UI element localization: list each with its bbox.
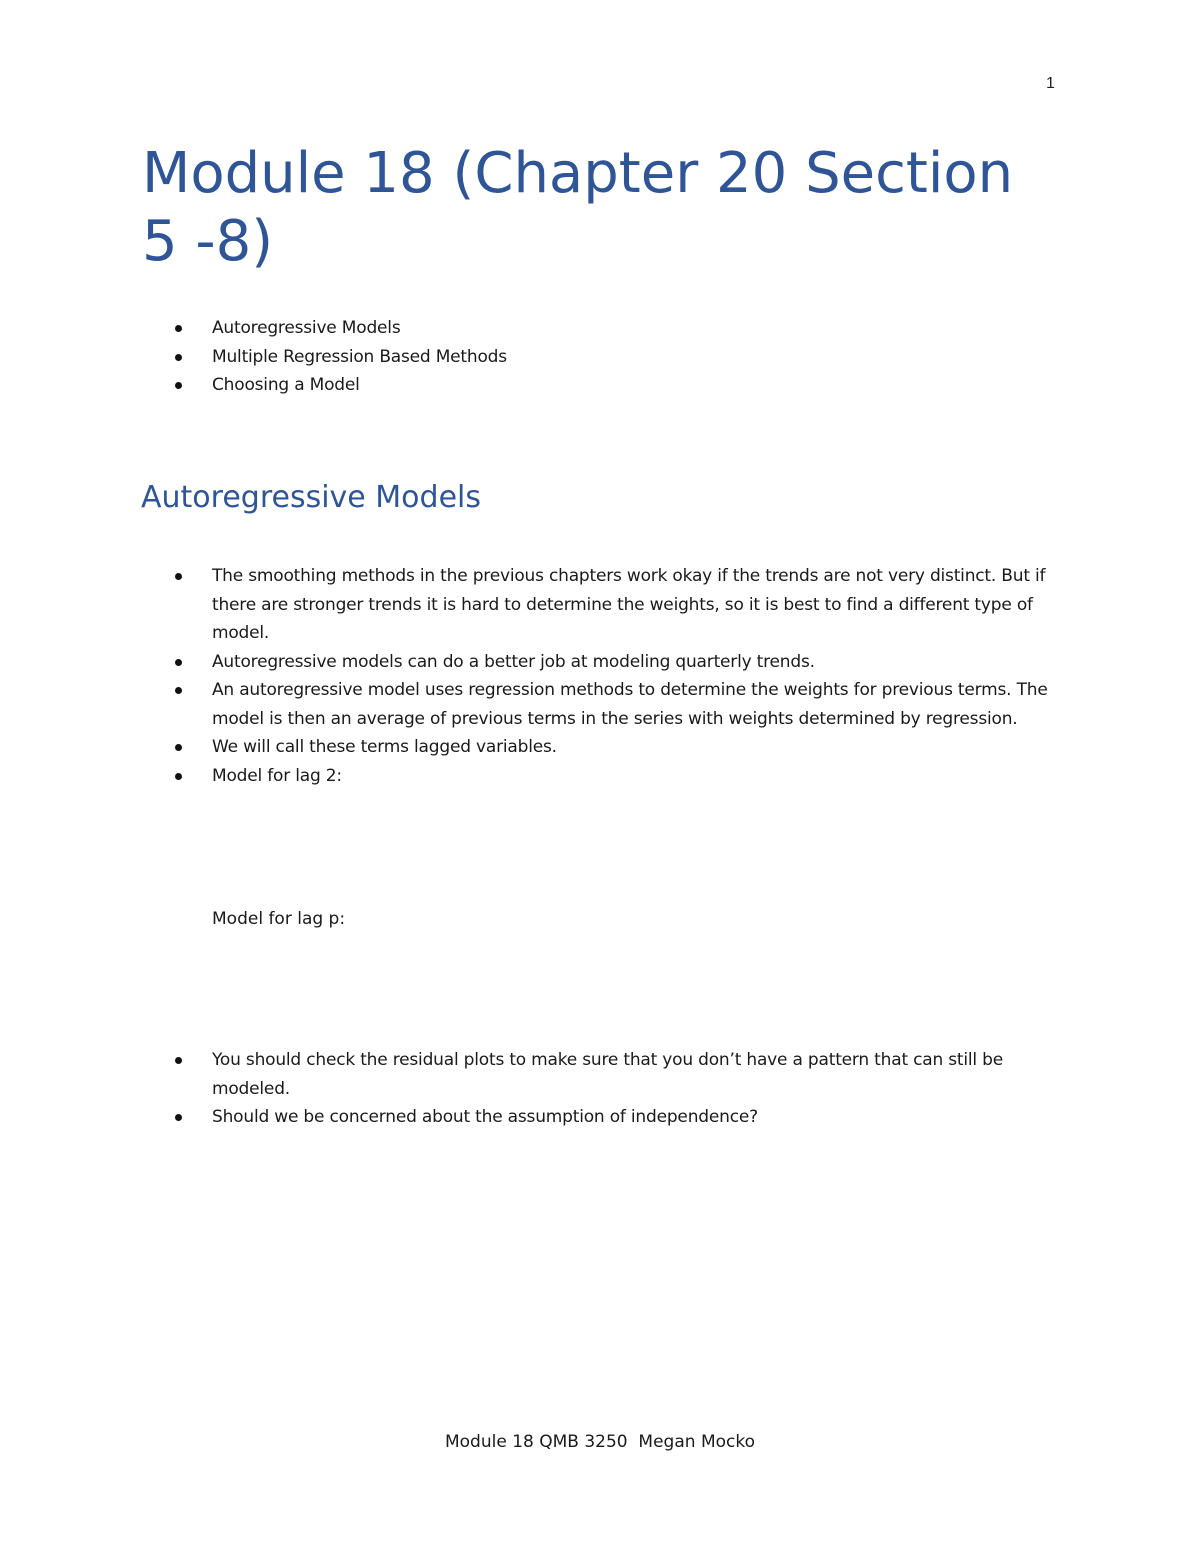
bullet-icon [175, 573, 182, 580]
closing-bullet-list [172, 1046, 1052, 1132]
list-item-text: Choosing a Model [212, 375, 360, 395]
list-item-text: Model for lag 2: [212, 765, 342, 786]
bullet-icon [175, 744, 182, 751]
list-item [172, 1103, 1052, 1132]
list-item-text: The smoothing methods in the previous chapters work okay if the trends are not very distinct. But if there are stronger trends it is hard to determine the weights, so it is best to find a different type of model. [212, 566, 1046, 643]
bullet-icon [175, 659, 182, 666]
bullet-icon [175, 382, 182, 389]
bullet-icon [175, 1114, 182, 1121]
bullet-icon [175, 687, 182, 694]
bullet-icon [175, 354, 182, 361]
list-item [172, 314, 1052, 343]
list-item-text: We will call these terms lagged variables. [212, 737, 557, 757]
document-title: Module 18 (Chapter 20 Section 5 -8) [142, 141, 1014, 274]
bullet-icon [175, 773, 182, 780]
topics-list [172, 314, 1052, 400]
list-item [172, 648, 1052, 677]
list-item [172, 371, 1052, 400]
list-item [172, 762, 1052, 791]
section-bullet-list [172, 562, 1052, 790]
list-item-text: Multiple Regression Based Methods [212, 346, 507, 367]
bullet-icon [175, 1057, 182, 1064]
bullet-icon [175, 325, 182, 332]
page-number: 1 [1046, 75, 1055, 92]
list-item [172, 676, 1052, 733]
list-item-text: You should check the residual plots to make sure that you don’t have a pattern that can still be modeled. [212, 1050, 1003, 1099]
list-item [172, 1046, 1052, 1103]
list-item [172, 733, 1052, 762]
lag-p-label: Model for lag p: [212, 909, 346, 929]
list-item-text: Autoregressive models can do a better job at modeling quarterly trends. [212, 651, 815, 672]
list-item [172, 343, 1052, 372]
list-item-text: Autoregressive Models [212, 318, 401, 338]
section-heading: Autoregressive Models [141, 480, 482, 515]
list-item-text: Should we be concerned about the assumption of independence? [212, 1107, 758, 1127]
list-item [172, 562, 1052, 648]
list-item-text: An autoregressive model uses regression methods to determine the weights for previous terms. The model is then an average of previous terms in the series with weights determined by regression. [212, 680, 1048, 729]
page-footer: Module 18 QMB 3250 Megan Mocko [444, 1432, 755, 1452]
